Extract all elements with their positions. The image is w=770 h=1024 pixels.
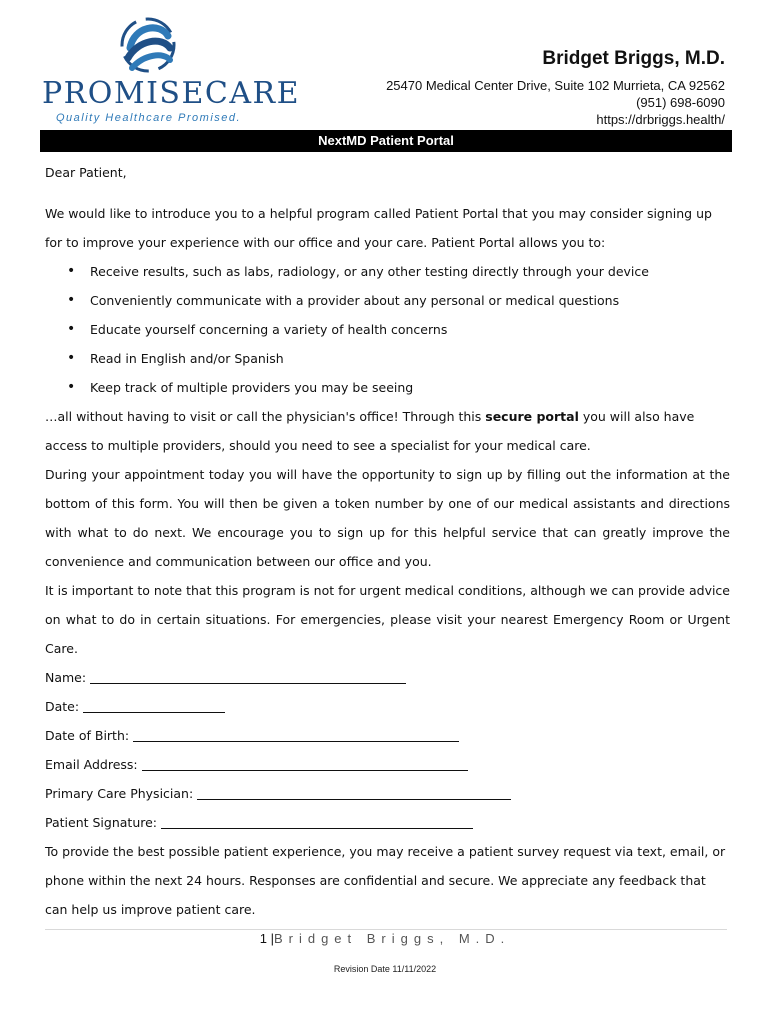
- signature-label: Patient Signature:: [45, 815, 158, 830]
- swirl-logo-icon: [116, 14, 180, 76]
- name-field: [45, 663, 730, 692]
- signup-paragraph: During your appointment today you will have the opportunity to sign up by filling out the information at the bottom of this form. You will then be given a token number by one of our medical assistants and directions with what to do next. We encourage you to sign up for this helpful service that can greatly improve the convenience and communication between our office and you.: [45, 467, 730, 569]
- practice-phone: (951) 698-6090: [636, 95, 725, 110]
- pcp-input-line[interactable]: [197, 785, 511, 800]
- urgent-notice-paragraph: It is important to note that this program is not for urgent medical conditions, although we can provide advice on what to do in certain situations. For emergencies, please visit your nearest Emergency Room or Urgent Care.: [45, 583, 730, 656]
- dob-field: [45, 721, 730, 750]
- email-label: Email Address:: [45, 757, 138, 772]
- pcp-field: [45, 779, 730, 808]
- secure-portal-emphasis: secure portal: [485, 409, 579, 424]
- para1-tail: you will also have access to multiple providers, should you need to see a specialist for your medical care.: [45, 409, 695, 453]
- list-item: • Read in English and/or Spanish: [45, 344, 730, 373]
- letter-body: [45, 158, 730, 924]
- pcp-label: Primary Care Physician:: [45, 786, 194, 801]
- closing-paragraph: To provide the best possible patient experience, you may receive a patient survey request via text, email, or phone within the next 24 hours. Responses are confidential and secure. We appreciate any feedback that can help us improve patient care.: [45, 844, 726, 917]
- practice-header: [386, 44, 725, 128]
- logo-wordmark: PROMISECARE: [42, 76, 300, 111]
- dob-input-line[interactable]: [133, 727, 459, 742]
- secure-portal-paragraph: [45, 402, 730, 460]
- section-banner: NextMD Patient Portal: [40, 130, 732, 152]
- dob-label: Date of Birth:: [45, 728, 130, 743]
- revision-date: Revision Date 11/11/2022: [333, 964, 437, 974]
- date-input-line[interactable]: [83, 698, 225, 713]
- email-input-line[interactable]: [142, 756, 468, 771]
- para1-lead: …all without having to visit or call the physician's office! Through this: [45, 409, 486, 424]
- intro-paragraph: We would like to introduce you to a helpful program called Patient Portal that you may consider signing up for to improve your experience with our office and your care. Patient Portal allows you to:: [45, 206, 712, 250]
- promisecare-logo: [42, 14, 300, 124]
- list-item: • Keep track of multiple providers you may be seeing: [45, 373, 730, 402]
- page-number: 1: [259, 931, 267, 946]
- footer-separator: |: [270, 931, 274, 946]
- practice-website: https://drbriggs.health/: [596, 112, 725, 127]
- email-field: [45, 750, 730, 779]
- name-label: Name:: [45, 670, 87, 685]
- date-label: Date:: [45, 699, 80, 714]
- page-footer: [0, 929, 770, 949]
- signature-field: [45, 808, 730, 837]
- date-field: [45, 692, 730, 721]
- greeting: Dear Patient,: [45, 165, 127, 180]
- list-item: • Receive results, such as labs, radiology, or any other testing directly through your device: [45, 257, 730, 286]
- signature-input-line[interactable]: [161, 814, 473, 829]
- features-list: [45, 257, 730, 402]
- name-input-line[interactable]: [90, 669, 406, 684]
- logo-tagline: Quality Healthcare Promised.: [56, 112, 242, 124]
- practice-address: 25470 Medical Center Drive, Suite 102 Murrieta, CA 92562: [386, 78, 725, 93]
- doctor-name: Bridget Briggs, M.D.: [542, 48, 725, 69]
- list-item: • Educate yourself concerning a variety of health concerns: [45, 315, 730, 344]
- footer-running-title: Bridget Briggs, M.D.: [273, 931, 511, 946]
- list-item: • Conveniently communicate with a provider about any personal or medical questions: [45, 286, 730, 315]
